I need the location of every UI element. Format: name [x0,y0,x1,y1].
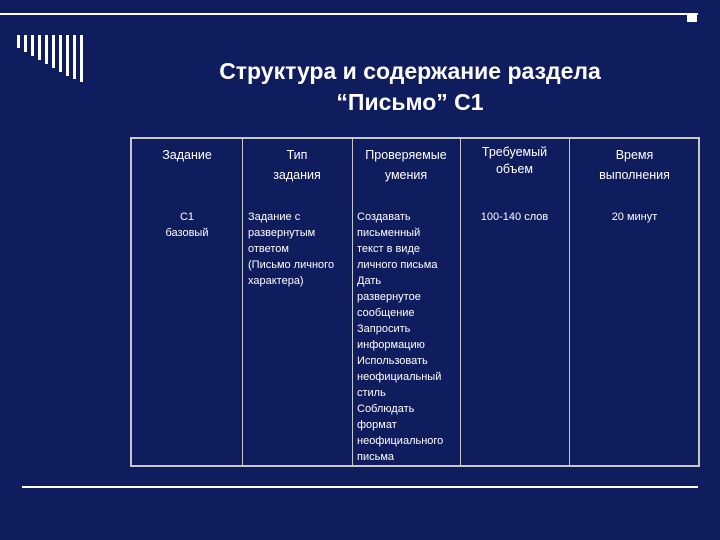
decor-bar [38,35,41,60]
column-divider [569,139,570,465]
decor-bar [52,35,55,68]
decor-bar [45,35,48,64]
cell-time: 20 минут [611,211,658,223]
cell-skills: Создавать письменный текст в виде личного письма Дать развернутое сообщение Запросить информацию Использовать неофициальный стиль Соблюдать формат неофициального письма [357,211,444,463]
bottom-border-line [22,486,698,488]
decor-bar [59,35,62,72]
header-time: Время выполнения [599,148,670,182]
header-volume: Требуемый объем [481,145,548,176]
column-divider [352,139,353,465]
column-divider [242,139,243,465]
decor-bar [17,35,20,48]
header-task: Задание [162,148,212,162]
top-border-line [0,13,698,15]
structure-table [130,137,700,467]
slide-title [150,56,670,118]
column-divider [460,139,461,465]
decor-bar [31,35,34,56]
cell-volume: 100-140 слов [480,211,549,223]
cell-task: С1 базовый [165,211,209,239]
top-corner-square [687,13,697,22]
decor-bar [80,35,83,82]
title-line-1: Структура и содержание раздела [219,58,601,84]
decor-bar [24,35,27,52]
cell-type: Задание с развернутым ответом (Письмо личного характера) [248,211,335,287]
title-line-2: “Письмо” С1 [336,89,484,115]
decor-bar [73,35,76,79]
decor-bar [66,35,69,76]
header-skills: Проверяемые умения [365,148,447,182]
header-type: Тип задания [273,148,321,182]
